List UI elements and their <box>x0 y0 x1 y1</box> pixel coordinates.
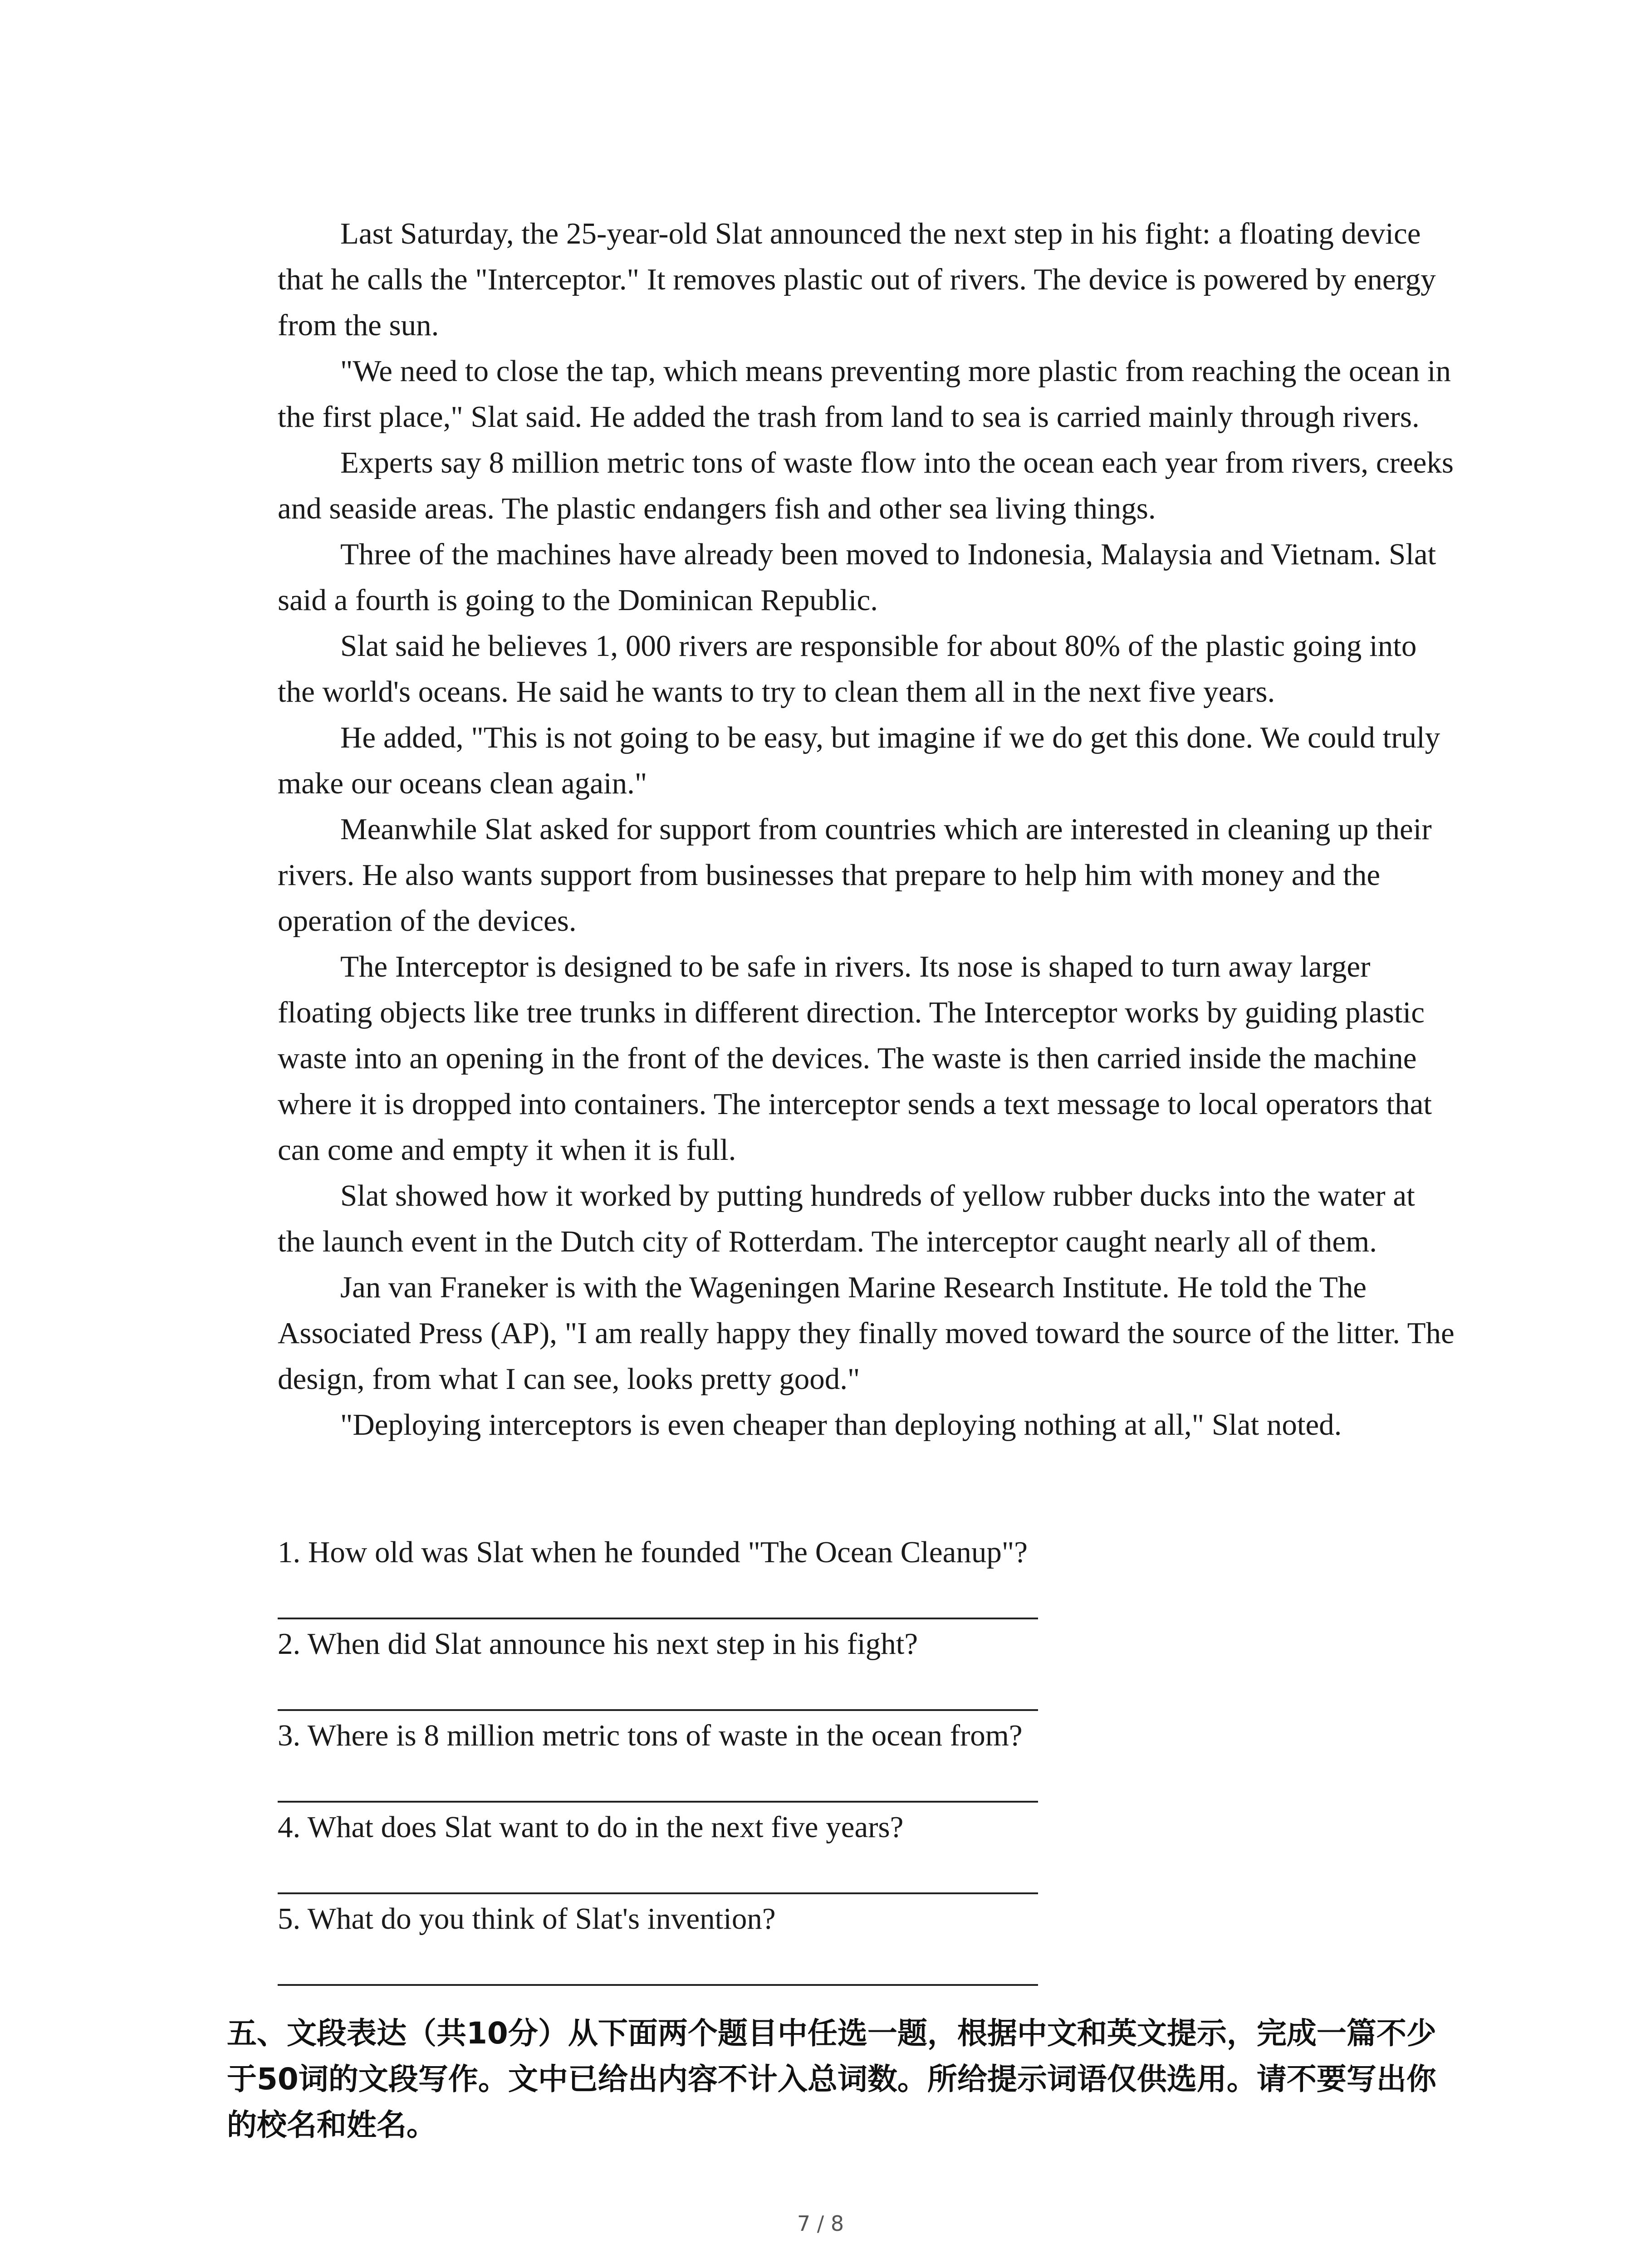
page-number: 7 / 8 <box>797 2211 844 2236</box>
passage-paragraph: Slat said he believes 1, 000 rivers are responsible for about 80% of the plastic going into the world's oceans. He said he wants to try to clean them all in the next five years. <box>278 629 1417 709</box>
question-text: 1. How old was Slat when he founded "The Ocean Cleanup"? <box>278 1535 1028 1569</box>
passage-paragraph: Experts say 8 million metric tons of waste flow into the ocean each year from rivers, creeks and seaside areas. The plastic endangers fish and other sea living things. <box>278 446 1454 525</box>
passage-paragraph: Jan van Franeker is with the Wageningen Marine Research Institute. He told the The Associated Press (AP), "I am really happy they finally moved toward the source of the litter. The design, from what I can see, looks pretty good." <box>278 1271 1455 1396</box>
question-text: 4. What does Slat want to do in the next five years? <box>278 1810 904 1844</box>
question-item <box>278 1896 1457 1988</box>
question-item <box>278 1621 1457 1713</box>
section-five-heading: 五、文段表达（共10分）从下面两个题目中任选一题，根据中文和英文提示，完成一篇不少于50词的文段写作。文中已给出内容不计入总词数。所给提示词语仅供选用。请不要写出你的校名和姓名。 <box>227 2016 1436 2142</box>
question-text: 2. When did Slat announce his next step in his fight? <box>278 1627 918 1661</box>
answer-line[interactable] <box>278 1892 1038 1894</box>
answer-line[interactable] <box>278 1801 1038 1803</box>
question-item <box>278 1804 1457 1896</box>
passage-paragraph: Three of the machines have already been moved to Indonesia, Malaysia and Vietnam. Slat said a fourth is going to the Dominican Republic. <box>278 538 1436 617</box>
question-item <box>278 1530 1457 1621</box>
passage-paragraph: Last Saturday, the 25-year-old Slat announced the next step in his fight: a floating device that he calls the "Interceptor." It removes plastic out of rivers. The device is powered by energy from the sun. <box>278 217 1436 342</box>
passage-paragraph: He added, "This is not going to be easy, but imagine if we do get this done. We could truly make our oceans clean again." <box>278 721 1440 800</box>
question-text: 3. Where is 8 million metric tons of waste in the ocean from? <box>278 1719 1023 1752</box>
answer-line[interactable] <box>278 1709 1038 1711</box>
question-text: 5. What do you think of Slat's invention? <box>278 1902 776 1936</box>
question-list <box>278 1530 1457 1988</box>
passage-paragraph: "We need to close the tap, which means preventing more plastic from reaching the ocean in the first place," Slat said. He added the trash from land to sea is carried mainly through rivers. <box>278 354 1451 434</box>
passage-paragraph: The Interceptor is designed to be safe in rivers. Its nose is shaped to turn away larger floating objects like tree trunks in different direction. The Interceptor works by guiding plastic waste into an opening in the front of the devices. The waste is then carried inside the machine where it is dropped into containers. The interceptor sends a text message to local operators that can come and empty it when it is full. <box>278 950 1432 1167</box>
question-item <box>278 1713 1457 1804</box>
passage-paragraph: "Deploying interceptors is even cheaper than deploying nothing at all," Slat noted. <box>340 1408 1342 1442</box>
answer-line[interactable] <box>278 1984 1038 1986</box>
passage-paragraph: Meanwhile Slat asked for support from countries which are interested in cleaning up their rivers. He also wants support from businesses that prepare to help him with money and the operation of the devices. <box>278 812 1432 938</box>
passage-paragraph: Slat showed how it worked by putting hundreds of yellow rubber ducks into the water at the launch event in the Dutch city of Rotterdam. The interceptor caught nearly all of them. <box>278 1179 1415 1258</box>
reading-passage <box>278 211 1457 1448</box>
answer-line[interactable] <box>278 1618 1038 1619</box>
